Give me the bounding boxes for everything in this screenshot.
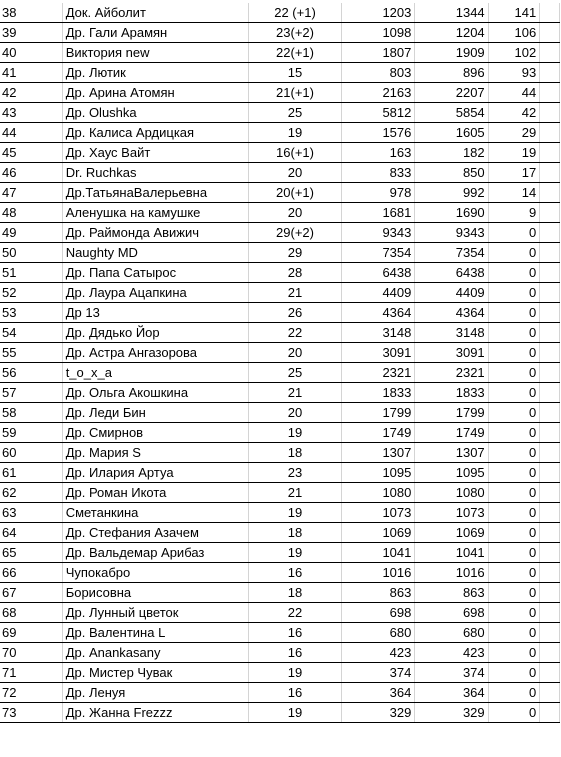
cell-level[interactable]: 16(+1) <box>248 143 341 163</box>
cell-player-name[interactable]: Др. Olushka <box>62 103 248 123</box>
cell-value-end[interactable]: 1909 <box>415 43 488 63</box>
cell-value-end[interactable]: 1080 <box>415 483 488 503</box>
cell-value-diff[interactable]: 44 <box>488 83 540 103</box>
cell-value-start[interactable]: 1098 <box>342 23 415 43</box>
cell-rank[interactable]: 49 <box>0 223 62 243</box>
cell-value-end[interactable]: 1307 <box>415 443 488 463</box>
cell-value-diff[interactable]: 0 <box>488 423 540 443</box>
cell-value-end[interactable]: 1344 <box>415 3 488 23</box>
cell-value-start[interactable]: 1203 <box>342 3 415 23</box>
cell-rank[interactable]: 39 <box>0 23 62 43</box>
cell-value-end[interactable]: 1073 <box>415 503 488 523</box>
cell-player-name[interactable]: Др. Арина Атомян <box>62 83 248 103</box>
cell-value-start[interactable]: 1576 <box>342 123 415 143</box>
cell-rank[interactable]: 71 <box>0 663 62 683</box>
cell-rank[interactable]: 45 <box>0 143 62 163</box>
cell-player-name[interactable]: Др.ТатьянаВалерьевна <box>62 183 248 203</box>
cell-value-diff[interactable]: 0 <box>488 243 540 263</box>
cell-level[interactable]: 19 <box>248 703 341 723</box>
cell-value-diff[interactable]: 0 <box>488 283 540 303</box>
cell-value-start[interactable]: 680 <box>342 623 415 643</box>
table-row <box>0 443 560 463</box>
cell-level[interactable]: 25 <box>248 103 341 123</box>
cell-empty[interactable] <box>540 643 560 663</box>
cell-value-start[interactable]: 803 <box>342 63 415 83</box>
cell-value-end[interactable]: 1041 <box>415 543 488 563</box>
cell-empty[interactable] <box>540 23 560 43</box>
table-row <box>0 303 560 323</box>
cell-value-diff[interactable]: 0 <box>488 543 540 563</box>
cell-empty[interactable] <box>540 563 560 583</box>
table-row <box>0 203 560 223</box>
cell-value-start[interactable]: 6438 <box>342 263 415 283</box>
table-row <box>0 703 560 723</box>
cell-value-start[interactable]: 1041 <box>342 543 415 563</box>
table-row <box>0 543 560 563</box>
cell-value-start[interactable]: 4364 <box>342 303 415 323</box>
cell-value-start[interactable]: 1799 <box>342 403 415 423</box>
cell-value-diff[interactable]: 14 <box>488 183 540 203</box>
cell-value-start[interactable]: 1073 <box>342 503 415 523</box>
cell-empty[interactable] <box>540 703 560 723</box>
cell-value-diff[interactable]: 19 <box>488 143 540 163</box>
cell-empty[interactable] <box>540 503 560 523</box>
cell-value-start[interactable]: 3091 <box>342 343 415 363</box>
cell-value-start[interactable]: 1095 <box>342 463 415 483</box>
cell-empty[interactable] <box>540 683 560 703</box>
cell-value-start[interactable]: 1749 <box>342 423 415 443</box>
cell-value-start[interactable]: 7354 <box>342 243 415 263</box>
cell-value-diff[interactable]: 0 <box>488 483 540 503</box>
cell-value-end[interactable]: 896 <box>415 63 488 83</box>
table-row <box>0 123 560 143</box>
table-row <box>0 143 560 163</box>
cell-value-start[interactable]: 374 <box>342 663 415 683</box>
cell-empty[interactable] <box>540 443 560 463</box>
cell-empty[interactable] <box>540 583 560 603</box>
cell-value-diff[interactable]: 0 <box>488 303 540 323</box>
cell-empty[interactable] <box>540 263 560 283</box>
cell-empty[interactable] <box>540 343 560 363</box>
cell-player-name[interactable]: Др. Ленуя <box>62 683 248 703</box>
table-row <box>0 643 560 663</box>
cell-rank[interactable]: 69 <box>0 623 62 643</box>
cell-level[interactable]: 16 <box>248 623 341 643</box>
cell-level[interactable]: 22(+1) <box>248 43 341 63</box>
cell-rank[interactable]: 41 <box>0 63 62 83</box>
cell-rank[interactable]: 64 <box>0 523 62 543</box>
cell-value-diff[interactable]: 0 <box>488 343 540 363</box>
cell-value-diff[interactable]: 102 <box>488 43 540 63</box>
cell-value-diff[interactable]: 29 <box>488 123 540 143</box>
table-row <box>0 503 560 523</box>
cell-value-end[interactable]: 1095 <box>415 463 488 483</box>
cell-level[interactable]: 21 <box>248 383 341 403</box>
cell-empty[interactable] <box>540 223 560 243</box>
cell-rank[interactable]: 42 <box>0 83 62 103</box>
cell-value-diff[interactable]: 0 <box>488 603 540 623</box>
cell-player-name[interactable]: Аленушка на камушке <box>62 203 248 223</box>
cell-player-name[interactable]: Др. Лаура Ацапкина <box>62 283 248 303</box>
cell-level[interactable]: 16 <box>248 563 341 583</box>
cell-value-diff[interactable]: 93 <box>488 63 540 83</box>
cell-value-end[interactable]: 7354 <box>415 243 488 263</box>
cell-level[interactable]: 18 <box>248 583 341 603</box>
cell-empty[interactable] <box>540 323 560 343</box>
cell-player-name[interactable]: Др. Леди Бин <box>62 403 248 423</box>
cell-player-name[interactable]: Др. Смирнов <box>62 423 248 443</box>
cell-value-diff[interactable]: 0 <box>488 363 540 383</box>
cell-rank[interactable]: 57 <box>0 383 62 403</box>
cell-value-end[interactable]: 2321 <box>415 363 488 383</box>
cell-value-diff[interactable]: 0 <box>488 683 540 703</box>
cell-value-start[interactable]: 1016 <box>342 563 415 583</box>
cell-rank[interactable]: 72 <box>0 683 62 703</box>
cell-player-name[interactable]: Др. Дядько Йор <box>62 323 248 343</box>
cell-value-end[interactable]: 1833 <box>415 383 488 403</box>
table-row <box>0 243 560 263</box>
table-row <box>0 263 560 283</box>
cell-level[interactable]: 23(+2) <box>248 23 341 43</box>
cell-value-diff[interactable]: 42 <box>488 103 540 123</box>
cell-value-end[interactable]: 992 <box>415 183 488 203</box>
cell-empty[interactable] <box>540 403 560 423</box>
table-row <box>0 343 560 363</box>
table-row <box>0 523 560 543</box>
cell-rank[interactable]: 54 <box>0 323 62 343</box>
cell-level[interactable]: 18 <box>248 443 341 463</box>
cell-level[interactable]: 26 <box>248 303 341 323</box>
cell-value-diff[interactable]: 0 <box>488 703 540 723</box>
cell-player-name[interactable]: Др. Anankasany <box>62 643 248 663</box>
cell-rank[interactable]: 55 <box>0 343 62 363</box>
table-row <box>0 623 560 643</box>
cell-level[interactable]: 18 <box>248 523 341 543</box>
cell-value-diff[interactable]: 0 <box>488 523 540 543</box>
cell-value-diff[interactable]: 0 <box>488 443 540 463</box>
cell-value-start[interactable]: 5812 <box>342 103 415 123</box>
cell-level[interactable]: 23 <box>248 463 341 483</box>
cell-level[interactable]: 19 <box>248 423 341 443</box>
cell-player-name[interactable]: Др. Жанна Frezzz <box>62 703 248 723</box>
table-row <box>0 603 560 623</box>
cell-level[interactable]: 16 <box>248 683 341 703</box>
cell-value-diff[interactable]: 0 <box>488 323 540 343</box>
cell-value-diff[interactable]: 0 <box>488 463 540 483</box>
cell-level[interactable]: 21 <box>248 283 341 303</box>
cell-empty[interactable] <box>540 663 560 683</box>
cell-player-name[interactable]: Др. Валентина L <box>62 623 248 643</box>
table-row <box>0 663 560 683</box>
table-row <box>0 183 560 203</box>
cell-rank[interactable]: 50 <box>0 243 62 263</box>
cell-value-start[interactable]: 423 <box>342 643 415 663</box>
table-row <box>0 383 560 403</box>
cell-player-name[interactable]: Naughty MD <box>62 243 248 263</box>
cell-player-name[interactable]: Др. Лютик <box>62 63 248 83</box>
table-row <box>0 583 560 603</box>
cell-value-start[interactable]: 364 <box>342 683 415 703</box>
cell-value-start[interactable]: 863 <box>342 583 415 603</box>
cell-value-end[interactable]: 1749 <box>415 423 488 443</box>
cell-value-diff[interactable]: 0 <box>488 663 540 683</box>
cell-empty[interactable] <box>540 203 560 223</box>
cell-value-start[interactable]: 1833 <box>342 383 415 403</box>
cell-value-end[interactable]: 423 <box>415 643 488 663</box>
cell-level[interactable]: 20(+1) <box>248 183 341 203</box>
cell-empty[interactable] <box>540 603 560 623</box>
cell-rank[interactable]: 48 <box>0 203 62 223</box>
cell-player-name[interactable]: t_o_x_a <box>62 363 248 383</box>
cell-value-end[interactable]: 6438 <box>415 263 488 283</box>
table-row <box>0 103 560 123</box>
cell-empty[interactable] <box>540 103 560 123</box>
cell-level[interactable]: 19 <box>248 663 341 683</box>
cell-level[interactable]: 20 <box>248 403 341 423</box>
cell-player-name[interactable]: Dr. Ruchkas <box>62 163 248 183</box>
table-row <box>0 363 560 383</box>
cell-rank[interactable]: 59 <box>0 423 62 443</box>
cell-empty[interactable] <box>540 183 560 203</box>
cell-value-start[interactable]: 4409 <box>342 283 415 303</box>
cell-value-start[interactable]: 1807 <box>342 43 415 63</box>
cell-player-name[interactable]: Др. Хаус Вайт <box>62 143 248 163</box>
cell-rank[interactable]: 53 <box>0 303 62 323</box>
cell-player-name[interactable]: Др. Папа Сатырос <box>62 263 248 283</box>
cell-value-end[interactable]: 2207 <box>415 83 488 103</box>
cell-empty[interactable] <box>540 83 560 103</box>
cell-rank[interactable]: 63 <box>0 503 62 523</box>
cell-value-diff[interactable]: 0 <box>488 503 540 523</box>
cell-player-name[interactable]: Док. Айболит <box>62 3 248 23</box>
cell-empty[interactable] <box>540 283 560 303</box>
cell-value-end[interactable]: 182 <box>415 143 488 163</box>
cell-empty[interactable] <box>540 523 560 543</box>
cell-rank[interactable]: 56 <box>0 363 62 383</box>
table-row <box>0 3 560 23</box>
cell-empty[interactable] <box>540 543 560 563</box>
cell-value-diff[interactable]: 0 <box>488 583 540 603</box>
cell-level[interactable]: 20 <box>248 203 341 223</box>
cell-level[interactable]: 19 <box>248 543 341 563</box>
cell-value-end[interactable]: 1204 <box>415 23 488 43</box>
cell-value-diff[interactable]: 0 <box>488 223 540 243</box>
cell-rank[interactable]: 65 <box>0 543 62 563</box>
cell-rank[interactable]: 67 <box>0 583 62 603</box>
cell-value-diff[interactable]: 0 <box>488 643 540 663</box>
ranking-table <box>0 3 560 723</box>
table-row <box>0 463 560 483</box>
table-row <box>0 683 560 703</box>
table-row <box>0 63 560 83</box>
cell-level[interactable]: 25 <box>248 363 341 383</box>
cell-rank[interactable]: 70 <box>0 643 62 663</box>
cell-level[interactable]: 15 <box>248 63 341 83</box>
cell-rank[interactable]: 46 <box>0 163 62 183</box>
cell-player-name[interactable]: Др. Ольга Акошкина <box>62 383 248 403</box>
table-row <box>0 403 560 423</box>
cell-rank[interactable]: 52 <box>0 283 62 303</box>
cell-value-diff[interactable]: 106 <box>488 23 540 43</box>
cell-empty[interactable] <box>540 163 560 183</box>
cell-value-end[interactable]: 4364 <box>415 303 488 323</box>
cell-player-name[interactable]: Др. Астра Ангазорова <box>62 343 248 363</box>
cell-value-start[interactable]: 1080 <box>342 483 415 503</box>
cell-empty[interactable] <box>540 363 560 383</box>
cell-value-end[interactable]: 329 <box>415 703 488 723</box>
cell-rank[interactable]: 66 <box>0 563 62 583</box>
cell-level[interactable]: 29(+2) <box>248 223 341 243</box>
cell-player-name[interactable]: Др. Лунный цветок <box>62 603 248 623</box>
cell-player-name[interactable]: Чупокабро <box>62 563 248 583</box>
table-row <box>0 223 560 243</box>
cell-rank[interactable]: 40 <box>0 43 62 63</box>
cell-level[interactable]: 22 <box>248 603 341 623</box>
cell-player-name[interactable]: Др. Роман Икота <box>62 483 248 503</box>
cell-level[interactable]: 29 <box>248 243 341 263</box>
cell-value-end[interactable]: 698 <box>415 603 488 623</box>
cell-rank[interactable]: 68 <box>0 603 62 623</box>
cell-empty[interactable] <box>540 383 560 403</box>
cell-player-name[interactable]: Сметанкина <box>62 503 248 523</box>
cell-level[interactable]: 19 <box>248 123 341 143</box>
cell-value-start[interactable]: 978 <box>342 183 415 203</box>
cell-value-end[interactable]: 3148 <box>415 323 488 343</box>
cell-value-start[interactable]: 1307 <box>342 443 415 463</box>
cell-value-end[interactable]: 680 <box>415 623 488 643</box>
cell-level[interactable]: 28 <box>248 263 341 283</box>
cell-rank[interactable]: 47 <box>0 183 62 203</box>
cell-value-start[interactable]: 1681 <box>342 203 415 223</box>
ranking-table-body <box>0 3 560 723</box>
cell-player-name[interactable]: Др. Илария Артуа <box>62 463 248 483</box>
cell-level[interactable]: 19 <box>248 503 341 523</box>
cell-value-diff[interactable]: 0 <box>488 403 540 423</box>
cell-value-end[interactable]: 863 <box>415 583 488 603</box>
cell-value-end[interactable]: 364 <box>415 683 488 703</box>
cell-rank[interactable]: 60 <box>0 443 62 463</box>
cell-level[interactable]: 22 <box>248 323 341 343</box>
cell-player-name[interactable]: Др. Гали Арамян <box>62 23 248 43</box>
cell-value-diff[interactable]: 0 <box>488 263 540 283</box>
cell-value-start[interactable]: 698 <box>342 603 415 623</box>
cell-empty[interactable] <box>540 303 560 323</box>
table-row <box>0 483 560 503</box>
table-row <box>0 83 560 103</box>
cell-level[interactable]: 22 (+1) <box>248 3 341 23</box>
cell-empty[interactable] <box>540 63 560 83</box>
cell-value-diff[interactable]: 0 <box>488 563 540 583</box>
cell-level[interactable]: 20 <box>248 343 341 363</box>
cell-value-end[interactable]: 5854 <box>415 103 488 123</box>
table-row <box>0 323 560 343</box>
cell-empty[interactable] <box>540 3 560 23</box>
cell-value-diff[interactable]: 0 <box>488 623 540 643</box>
cell-value-diff[interactable]: 17 <box>488 163 540 183</box>
cell-rank[interactable]: 62 <box>0 483 62 503</box>
cell-value-start[interactable]: 2321 <box>342 363 415 383</box>
cell-value-end[interactable]: 3091 <box>415 343 488 363</box>
cell-value-end[interactable]: 1069 <box>415 523 488 543</box>
cell-player-name[interactable]: Др. Мистер Чувак <box>62 663 248 683</box>
table-row <box>0 283 560 303</box>
cell-value-diff[interactable]: 0 <box>488 383 540 403</box>
cell-value-start[interactable]: 2163 <box>342 83 415 103</box>
cell-rank[interactable]: 51 <box>0 263 62 283</box>
cell-value-start[interactable]: 3148 <box>342 323 415 343</box>
cell-value-diff[interactable]: 141 <box>488 3 540 23</box>
cell-empty[interactable] <box>540 43 560 63</box>
cell-empty[interactable] <box>540 123 560 143</box>
cell-player-name[interactable]: Др. Вальдемар Арибаз <box>62 543 248 563</box>
cell-value-end[interactable]: 1016 <box>415 563 488 583</box>
cell-player-name[interactable]: Др. Мария S <box>62 443 248 463</box>
cell-rank[interactable]: 44 <box>0 123 62 143</box>
cell-empty[interactable] <box>540 143 560 163</box>
cell-rank[interactable]: 38 <box>0 3 62 23</box>
table-row <box>0 23 560 43</box>
cell-empty[interactable] <box>540 623 560 643</box>
cell-empty[interactable] <box>540 483 560 503</box>
cell-player-name[interactable]: Др. Стефания Азачем <box>62 523 248 543</box>
cell-value-start[interactable]: 1069 <box>342 523 415 543</box>
cell-value-end[interactable]: 1799 <box>415 403 488 423</box>
cell-rank[interactable]: 43 <box>0 103 62 123</box>
cell-value-start[interactable]: 833 <box>342 163 415 183</box>
cell-value-start[interactable]: 329 <box>342 703 415 723</box>
table-row <box>0 163 560 183</box>
cell-value-end[interactable]: 4409 <box>415 283 488 303</box>
cell-player-name[interactable]: Борисовна <box>62 583 248 603</box>
table-row <box>0 43 560 63</box>
cell-value-end[interactable]: 9343 <box>415 223 488 243</box>
cell-rank[interactable]: 58 <box>0 403 62 423</box>
cell-value-start[interactable]: 163 <box>342 143 415 163</box>
cell-value-end[interactable]: 850 <box>415 163 488 183</box>
cell-value-diff[interactable]: 9 <box>488 203 540 223</box>
cell-value-start[interactable]: 9343 <box>342 223 415 243</box>
cell-level[interactable]: 20 <box>248 163 341 183</box>
cell-level[interactable]: 21(+1) <box>248 83 341 103</box>
cell-rank[interactable]: 73 <box>0 703 62 723</box>
cell-empty[interactable] <box>540 243 560 263</box>
cell-value-end[interactable]: 1605 <box>415 123 488 143</box>
cell-empty[interactable] <box>540 423 560 443</box>
cell-value-end[interactable]: 1690 <box>415 203 488 223</box>
cell-level[interactable]: 21 <box>248 483 341 503</box>
cell-player-name[interactable]: Др. Калиса Ардицкая <box>62 123 248 143</box>
cell-player-name[interactable]: Виктория new <box>62 43 248 63</box>
table-row <box>0 423 560 443</box>
table-row <box>0 563 560 583</box>
cell-player-name[interactable]: Др 13 <box>62 303 248 323</box>
cell-rank[interactable]: 61 <box>0 463 62 483</box>
cell-level[interactable]: 16 <box>248 643 341 663</box>
cell-value-end[interactable]: 374 <box>415 663 488 683</box>
cell-player-name[interactable]: Др. Раймонда Авижич <box>62 223 248 243</box>
cell-empty[interactable] <box>540 463 560 483</box>
